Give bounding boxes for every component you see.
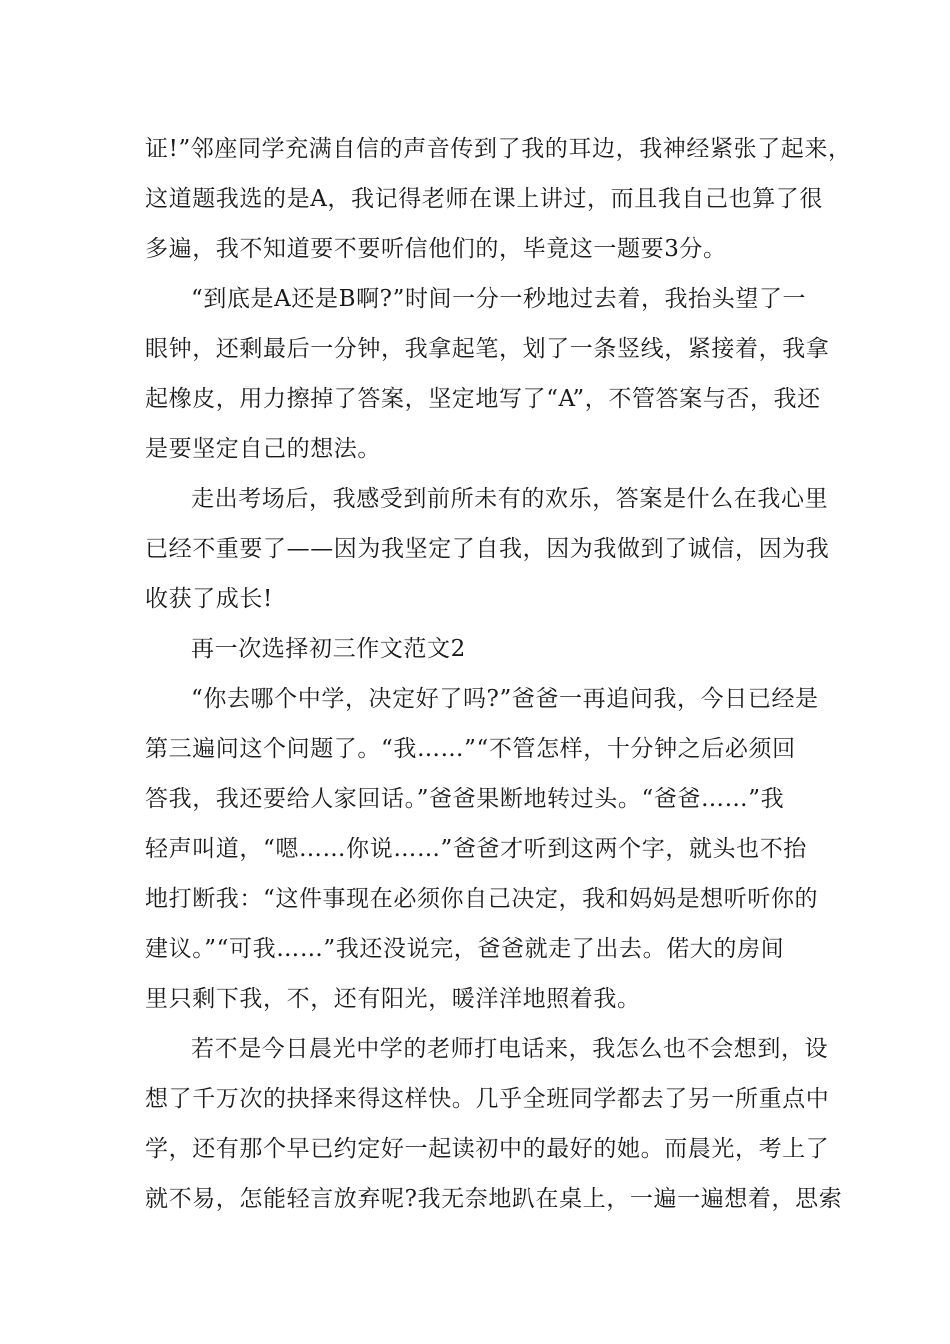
- section-title: 再一次选择初三作文范文2: [191, 636, 466, 662]
- paragraph-start-line: 若不是今日晨光中学的老师打电话来，我怎么也不会想到，设: [191, 1036, 829, 1062]
- paragraph-start-line: “你去哪个中学，决定好了吗?”爸爸一再追问我，今日已经是: [191, 686, 819, 712]
- text-line: 想了千万次的抉择来得这样快。几乎全班同学都去了另一所重点中: [145, 1086, 830, 1112]
- paragraph-start-line: 走出考场后，我感受到前所未有的欢乐，答案是什么在我心里: [191, 486, 829, 512]
- text-line: 证!”邻座同学充满自信的声音传到了我的耳边，我神经紧张了起来，: [145, 136, 852, 162]
- text-line: 答我，我还要给人家回话。”爸爸果断地转过头。“爸爸……”我: [145, 786, 785, 812]
- article-body: [145, 124, 852, 1224]
- text-line: 轻声叫道，“嗯……你说……”爸爸才听到这两个字，就头也不抬: [145, 836, 807, 862]
- text-line: 里只剩下我，不，还有阳光，暖洋洋地照着我。: [145, 986, 641, 1012]
- text-line: 这道题我选的是A，我记得老师在课上讲过，而且我自己也算了很: [145, 186, 824, 212]
- paragraph-start-line: “到底是A还是B啊?”时间一分一秒地过去着，我抬头望了一: [191, 286, 807, 312]
- text-line: 地打断我：“这件事现在必须你自己决定，我和妈妈是想听听你的: [145, 886, 819, 912]
- text-line: 建议。”“可我……”我还没说完，爸爸就走了出去。偌大的房间: [145, 936, 785, 962]
- text-line: 已经不重要了——因为我坚定了自我，因为我做到了诚信，因为我: [145, 536, 830, 562]
- text-line: 起橡皮，用力擦掉了答案，坚定地写了“A”，不管答案与否，我还: [145, 386, 821, 412]
- text-line: 眼钟，还剩最后一分钟，我拿起笔，划了一条竖线，紧接着，我拿: [145, 336, 830, 362]
- text-line: 收获了成长!: [145, 586, 273, 612]
- text-line: 是要坚定自己的想法。: [145, 436, 381, 462]
- text-line: 多遍，我不知道要不要听信他们的，毕竟这一题要3分。: [145, 236, 727, 262]
- text-line: 学，还有那个早已约定好一起读初中的最好的她。而晨光，考上了: [145, 1136, 830, 1162]
- text-line: 就不易，怎能轻言放弃呢?我无奈地趴在桌上，一遍一遍想着，思索: [145, 1186, 843, 1212]
- text-line: 第三遍问这个问题了。“我……”“不管怎样，十分钟之后必须回: [145, 736, 796, 762]
